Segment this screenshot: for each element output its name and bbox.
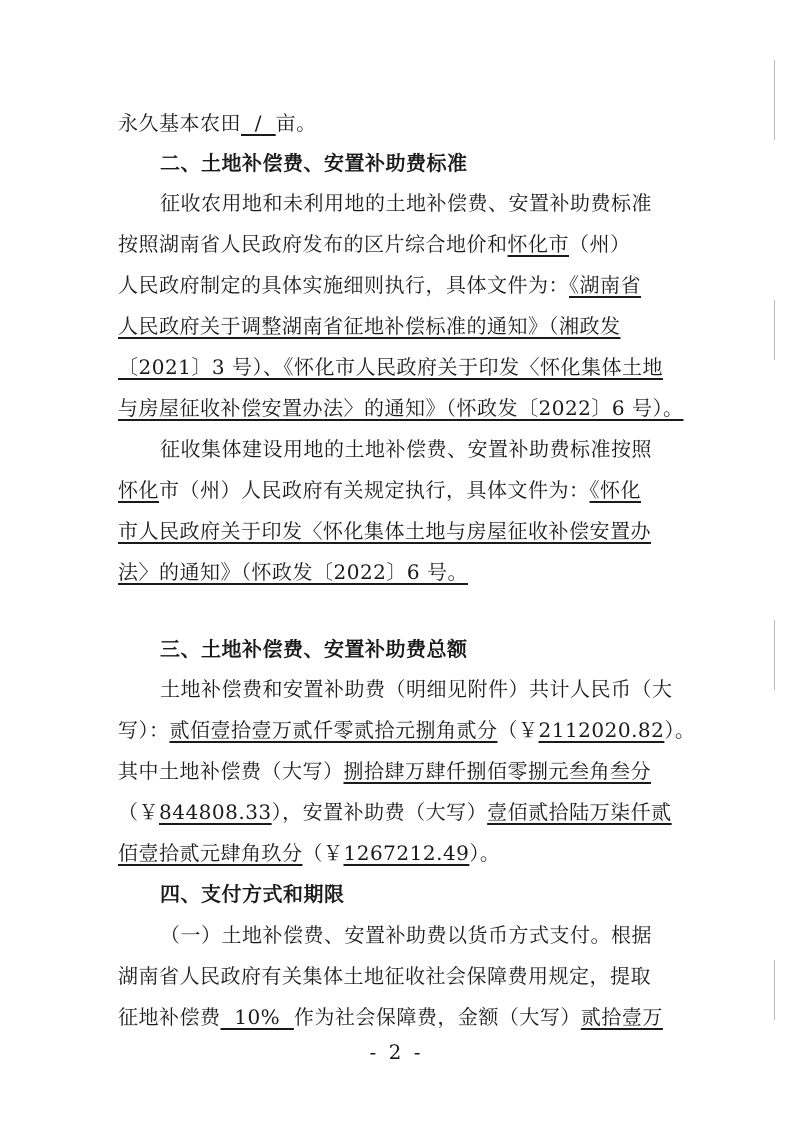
text-line: 法〉的通知》（怀政发〔2022〕6 号。: [118, 560, 468, 584]
text-line: 其中土地补偿费（大写）捌拾肆万肆仟捌佰零捌元叁角叁分: [118, 759, 651, 783]
text-line: 市人民政府关于印发〈怀化集体土地与房屋征收补偿安置办: [118, 519, 651, 543]
page-number: - 2 -: [369, 1040, 424, 1064]
text-line: 土地补偿费和安置补助费（明细见附件）共计人民币（大: [160, 677, 673, 701]
text-line: 〔2021〕3 号）、《怀化市人民政府关于印发〈怀化集体土地: [118, 355, 663, 379]
scan-edge-mark: [774, 620, 775, 690]
text-line: 佰壹拾贰元肆角玖分（￥1267212.49）。: [118, 841, 501, 865]
scan-edge-mark: [774, 60, 775, 140]
text-line: （一）土地补偿费、安置补助费以货币方式支付。根据: [160, 923, 652, 947]
text-line: 写）：贰佰壹拾壹万贰仟零贰拾元捌角贰分（￥2112020.82）。: [118, 718, 696, 742]
text-line: 按照湖南省人民政府发布的区片综合地价和怀化市（州）: [118, 232, 631, 256]
text-line: 人民政府关于调整湖南省征地补偿标准的通知》（湘政发: [118, 314, 621, 338]
text-line: 征收集体建设用地的土地补偿费、安置补助费标准按照: [160, 437, 652, 461]
text-line: 湖南省人民政府有关集体土地征收社会保障费用规定，提取: [118, 964, 651, 988]
section-heading-2: 二、土地补偿费、安置补助费标准: [160, 151, 468, 175]
text-line: 征收农用地和未利用地的土地补偿费、安置补助费标准: [160, 191, 652, 215]
text-line: 怀化市（州）人民政府有关规定执行，具体文件为：《怀化: [118, 478, 641, 502]
section-heading-4: 四、支付方式和期限: [160, 882, 345, 906]
scan-edge-mark: [774, 960, 775, 1020]
text-line: 永久基本农田 / 亩。: [118, 111, 317, 135]
section-heading-3: 三、土地补偿费、安置补助费总额: [160, 637, 468, 661]
text-line: （￥844808.33），安置补助费（大写）壹佰贰拾陆万柒仟贰: [118, 800, 672, 824]
text-line: 征地补偿费 10% 作为社会保障费，金额（大写）贰拾壹万: [118, 1005, 663, 1029]
scan-edge-mark: [774, 300, 775, 360]
text-line: 人民政府制定的具体实施细则执行，具体文件为：《湖南省: [118, 273, 641, 297]
text-line: 与房屋征收补偿安置办法〉的通知》（怀政发〔2022〕6 号）。: [118, 396, 684, 420]
